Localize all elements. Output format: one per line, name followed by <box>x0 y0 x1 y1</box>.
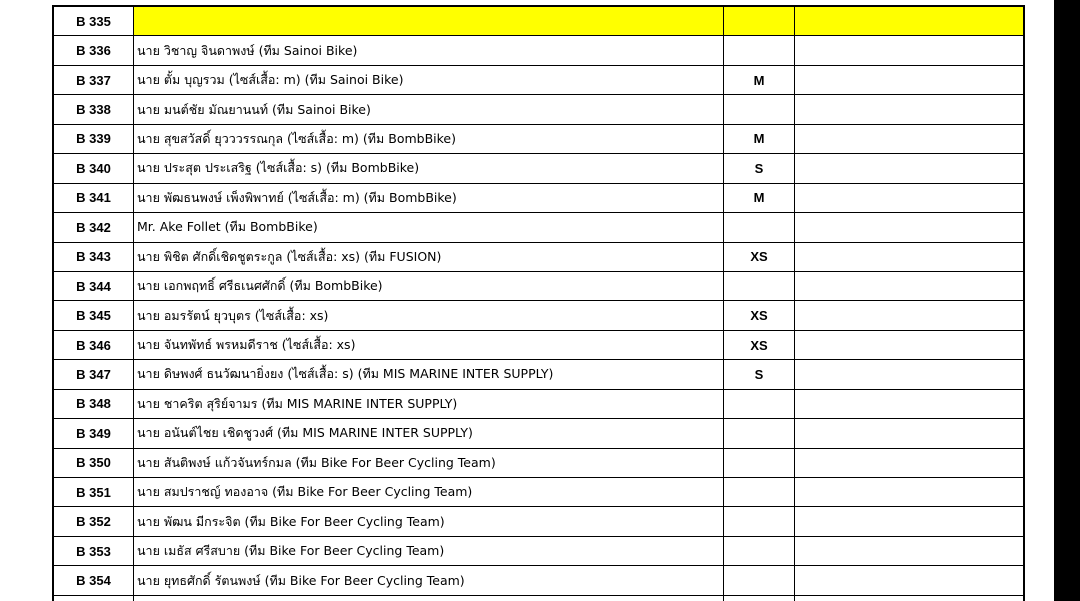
right-edge-bar <box>1054 0 1080 601</box>
extra-cell <box>795 65 1025 94</box>
participant-name-cell: นาย ชาคริต สุริย์จามร (ทีม MIS MARINE INTER SUPPLY) <box>134 389 724 418</box>
shirt-size-cell: S <box>724 360 795 389</box>
participant-name-cell: นาย จันทพัทธ์ พรหมดีราช (ไซส์เสื้อ: xs) <box>134 330 724 359</box>
participant-name-cell: นาย เมธัส ศรีสบาย (ทีม Bike For Beer Cycling Team) <box>134 536 724 565</box>
bib-number-cell: B 337 <box>53 65 134 94</box>
shirt-size-cell <box>724 566 795 595</box>
registration-table <box>52 5 1025 601</box>
extra-cell <box>795 595 1025 601</box>
table-row <box>53 213 1024 242</box>
participant-name-cell: นาย ตั้ม บุญรวม (ไซส์เสื้อ: m) (ทีม Sainoi Bike) <box>134 65 724 94</box>
table-row <box>53 507 1024 536</box>
table-row <box>53 271 1024 300</box>
extra-cell <box>795 360 1025 389</box>
participant-name-cell <box>134 595 724 601</box>
extra-cell <box>795 154 1025 183</box>
shirt-size-cell <box>724 448 795 477</box>
table-row <box>53 36 1024 65</box>
bib-number-cell <box>53 595 134 601</box>
extra-cell <box>795 507 1025 536</box>
shirt-size-cell: XS <box>724 242 795 271</box>
participant-name-cell: นาย พิชิต ศักดิ์เชิดชูตระกูล (ไซส์เสื้อ: xs) (ทีม FUSION) <box>134 242 724 271</box>
extra-cell <box>795 536 1025 565</box>
shirt-size-cell: XS <box>724 330 795 359</box>
bib-number-cell: B 346 <box>53 330 134 359</box>
shirt-size-cell: XS <box>724 301 795 330</box>
table-row <box>53 301 1024 330</box>
bib-number-cell: B 352 <box>53 507 134 536</box>
bib-number-cell: B 353 <box>53 536 134 565</box>
table-row <box>53 419 1024 448</box>
extra-cell <box>795 301 1025 330</box>
participant-name-cell: นาย สันติพงษ์ แก้วจันทร์กมล (ทีม Bike For Beer Cycling Team) <box>134 448 724 477</box>
participant-name-cell: นาย พัฒธนพงษ์ เพ็งพิพาทย์ (ไซส์เสื้อ: m) (ทีม BombBike) <box>134 183 724 212</box>
extra-cell <box>795 213 1025 242</box>
shirt-size-cell <box>724 389 795 418</box>
extra-cell <box>795 419 1025 448</box>
shirt-size-cell: M <box>724 124 795 153</box>
shirt-size-cell <box>724 213 795 242</box>
participant-name-cell: นาย ดิษพงศ์ ธนวัฒนายิ่งยง (ไซส์เสื้อ: s) (ทีม MIS MARINE INTER SUPPLY) <box>134 360 724 389</box>
shirt-size-cell <box>724 419 795 448</box>
participant-name-cell: นาย มนต์ชัย มัณยานนท์ (ทีม Sainoi Bike) <box>134 95 724 124</box>
shirt-size-cell <box>724 478 795 507</box>
extra-cell <box>795 6 1025 36</box>
participant-name-cell: นาย อนันต์ไชย เชิดชูวงศ์ (ทีม MIS MARINE INTER SUPPLY) <box>134 419 724 448</box>
bib-number-cell: B 350 <box>53 448 134 477</box>
shirt-size-cell <box>724 36 795 65</box>
shirt-size-cell <box>724 6 795 36</box>
extra-cell <box>795 124 1025 153</box>
bib-number-cell: B 342 <box>53 213 134 242</box>
participant-name-cell: นาย เอกพฤทธิ์ ศรีธเนศศักดิ์ (ทีม BombBike) <box>134 271 724 300</box>
extra-cell <box>795 95 1025 124</box>
shirt-size-cell: M <box>724 65 795 94</box>
participant-name-cell: นาย วิชาญ จินดาพงษ์ (ทีม Sainoi Bike) <box>134 36 724 65</box>
table-row <box>53 536 1024 565</box>
bib-number-cell: B 339 <box>53 124 134 153</box>
participant-name-cell: นาย ยุทธศักดิ์ รัตนพงษ์ (ทีม Bike For Beer Cycling Team) <box>134 566 724 595</box>
table-row <box>53 183 1024 212</box>
extra-cell <box>795 183 1025 212</box>
bib-number-cell: B 347 <box>53 360 134 389</box>
bib-number-cell: B 345 <box>53 301 134 330</box>
extra-cell <box>795 478 1025 507</box>
bib-number-cell: B 340 <box>53 154 134 183</box>
table-row <box>53 154 1024 183</box>
table-row <box>53 6 1024 36</box>
shirt-size-cell <box>724 95 795 124</box>
shirt-size-cell <box>724 271 795 300</box>
bib-number-cell: B 354 <box>53 566 134 595</box>
registration-rows <box>53 6 1024 601</box>
bib-number-cell: B 335 <box>53 6 134 36</box>
table-row <box>53 360 1024 389</box>
table-row <box>53 65 1024 94</box>
participant-name-cell: นาย สุขสวัสดิ์ ยุวววรรณกุล (ไซส์เสื้อ: m) (ทีม BombBike) <box>134 124 724 153</box>
bib-number-cell: B 338 <box>53 95 134 124</box>
extra-cell <box>795 566 1025 595</box>
table-row <box>53 595 1024 601</box>
shirt-size-cell <box>724 507 795 536</box>
shirt-size-cell <box>724 595 795 601</box>
bib-number-cell: B 349 <box>53 419 134 448</box>
table-row <box>53 389 1024 418</box>
bib-number-cell: B 351 <box>53 478 134 507</box>
table-row <box>53 478 1024 507</box>
bib-number-cell: B 348 <box>53 389 134 418</box>
extra-cell <box>795 271 1025 300</box>
participant-name-cell: นาย สมปราชญ์ ทองอาจ (ทีม Bike For Beer Cycling Team) <box>134 478 724 507</box>
extra-cell <box>795 36 1025 65</box>
participant-name-cell: นาย อมรรัตน์ ยุวบุตร (ไซส์เสื้อ: xs) <box>134 301 724 330</box>
registration-sheet <box>52 5 1025 601</box>
extra-cell <box>795 389 1025 418</box>
shirt-size-cell: S <box>724 154 795 183</box>
table-row <box>53 566 1024 595</box>
extra-cell <box>795 448 1025 477</box>
shirt-size-cell <box>724 536 795 565</box>
table-row <box>53 242 1024 271</box>
participant-name-cell: นาย พัฒน มีกระจิต (ทีม Bike For Beer Cycling Team) <box>134 507 724 536</box>
participant-name-cell: Mr. Ake Follet (ทีม BombBike) <box>134 213 724 242</box>
extra-cell <box>795 242 1025 271</box>
table-row <box>53 124 1024 153</box>
bib-number-cell: B 336 <box>53 36 134 65</box>
extra-cell <box>795 330 1025 359</box>
table-row <box>53 330 1024 359</box>
table-row <box>53 95 1024 124</box>
shirt-size-cell: M <box>724 183 795 212</box>
participant-name-cell <box>134 6 724 36</box>
bib-number-cell: B 343 <box>53 242 134 271</box>
table-row <box>53 448 1024 477</box>
bib-number-cell: B 344 <box>53 271 134 300</box>
bib-number-cell: B 341 <box>53 183 134 212</box>
participant-name-cell: นาย ประสุต ประเสริฐ (ไซส์เสื้อ: s) (ทีม BombBike) <box>134 154 724 183</box>
